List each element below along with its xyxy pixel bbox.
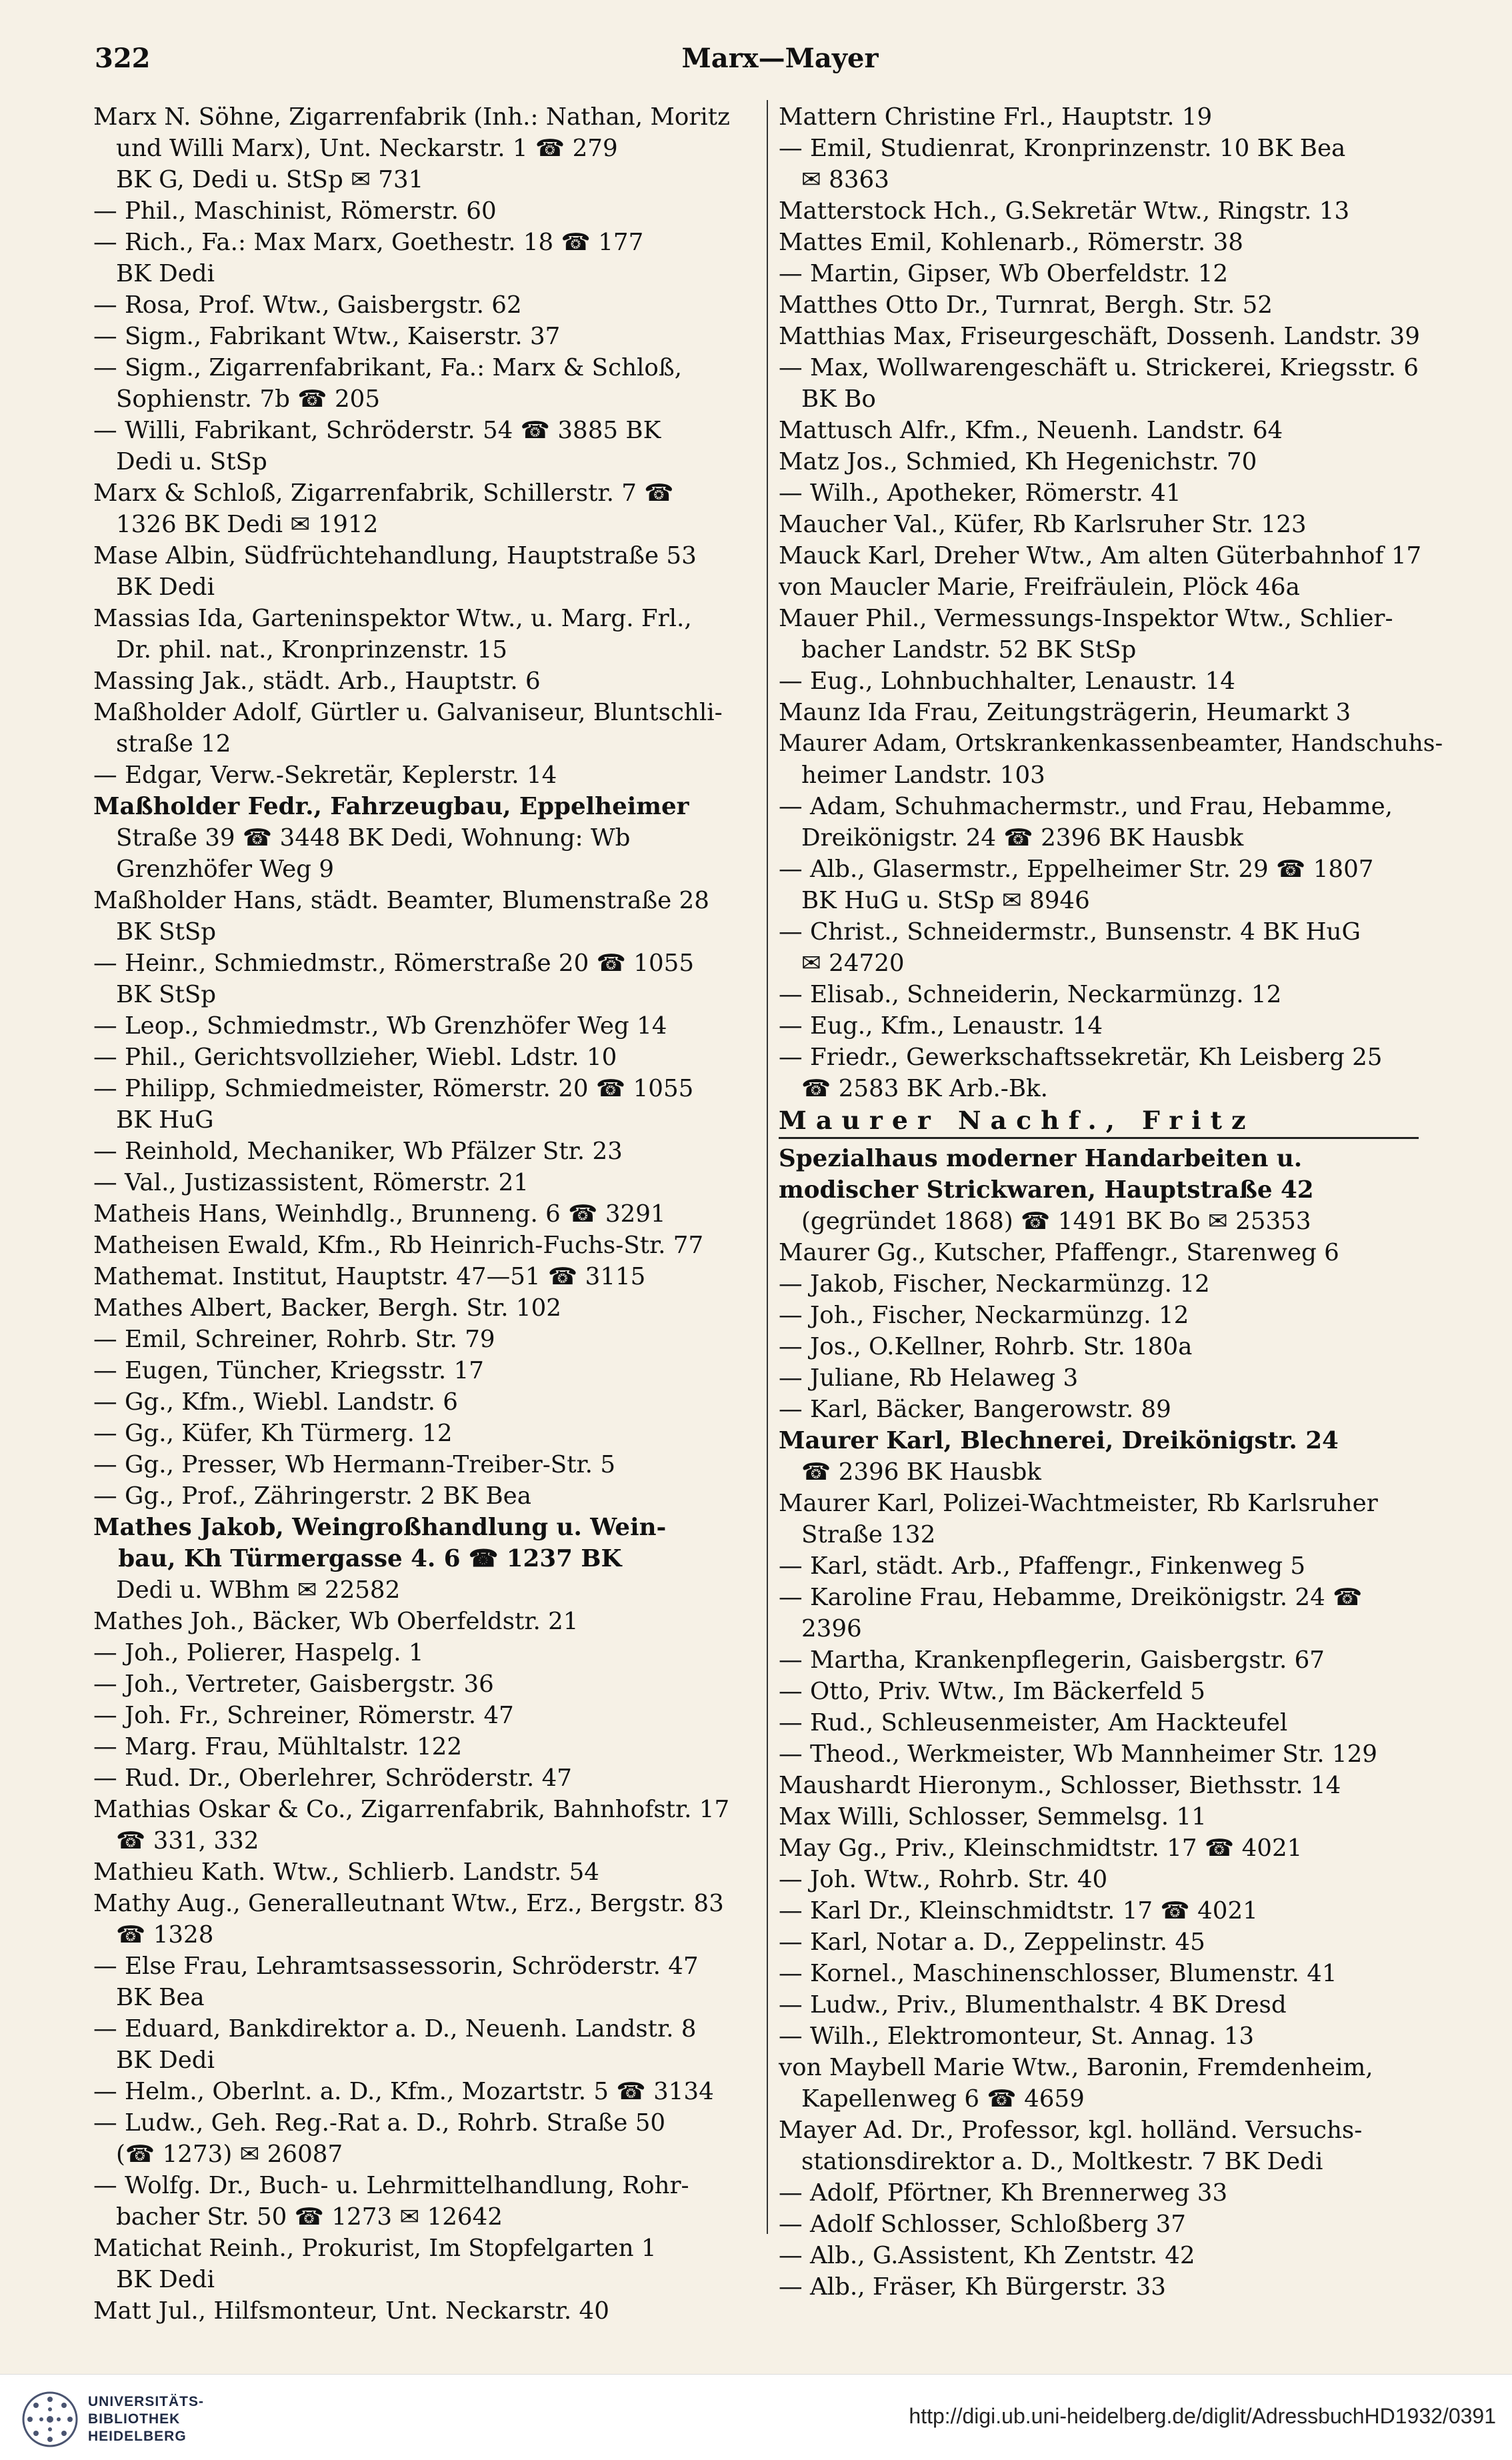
directory-entry-line: — Rud. Dr., Oberlehrer, Schröderstr. 47 bbox=[93, 1764, 572, 1792]
directory-entry-line: BK HuG u. StSp ✉ 8946 bbox=[779, 887, 1090, 914]
directory-entry-line: — Rosa, Prof. Wtw., Gaisbergstr. 62 bbox=[93, 291, 522, 319]
directory-entry-line: — Rich., Fa.: Max Marx, Goethestr. 18 ☎ 177 bbox=[93, 229, 644, 256]
directory-entry-line: — Karoline Frau, Hebamme, Dreikönigstr. 24 ☎ bbox=[779, 1584, 1363, 1611]
directory-entry-line: — Gg., Prof., Zähringerstr. 2 BK Bea bbox=[93, 1482, 532, 1510]
directory-entry-line: ☎ 331, 332 bbox=[93, 1827, 259, 1855]
directory-entry-line: — Eug., Kfm., Lenaustr. 14 bbox=[779, 1012, 1103, 1040]
directory-entry-line: Maurer Karl, Blechnerei, Dreikönigstr. 24 bbox=[779, 1427, 1339, 1454]
directory-entry-line: Maurer Adam, Ortskrankenkassenbeamter, Handschuhs- bbox=[779, 730, 1443, 757]
directory-entry-line: — Ludw., Geh. Reg.-Rat a. D., Rohrb. Straße 50 bbox=[93, 2109, 666, 2137]
directory-entry-line: Matichat Reinh., Prokurist, Im Stopfelgarten 1 bbox=[93, 2235, 657, 2262]
directory-entry-line: Maßholder Adolf, Gürtler u. Galvaniseur, Bluntschli- bbox=[93, 699, 723, 726]
directory-entry-line: Straße 39 ☎ 3448 BK Dedi, Wohnung: Wb bbox=[93, 824, 631, 852]
directory-entry-line: Grenzhöfer Weg 9 bbox=[93, 856, 335, 883]
directory-entry-line: BK Dedi bbox=[93, 260, 215, 287]
directory-entry-line: 2396 bbox=[779, 1615, 862, 1642]
directory-entry-line: BK Dedi bbox=[93, 2266, 215, 2293]
directory-entry-line: BK StSp bbox=[93, 918, 217, 946]
directory-entry-line: — Emil, Schreiner, Rohrb. Str. 79 bbox=[93, 1326, 495, 1353]
directory-entry-line: Maurer Karl, Polizei-Wachtmeister, Rb Karlsruher bbox=[779, 1490, 1378, 1517]
directory-entry-line: bau, Kh Türmergasse 4. 6 ☎ 1237 BK bbox=[93, 1545, 622, 1572]
directory-entry-line: — Philipp, Schmiedmeister, Römerstr. 20 ☎ 1055 bbox=[93, 1075, 694, 1102]
right-column bbox=[779, 101, 1445, 2301]
directory-entry-line: — Leop., Schmiedmstr., Wb Grenzhöfer Weg 14 bbox=[93, 1012, 667, 1040]
directory-entry-line: Kapellenweg 6 ☎ 4659 bbox=[779, 2085, 1085, 2113]
directory-entry-line: von Maybell Marie Wtw., Baronin, Fremdenheim, bbox=[779, 2054, 1373, 2081]
directory-entry-line: Mauck Karl, Dreher Wtw., Am alten Güterbahnhof 17 bbox=[779, 542, 1422, 569]
directory-entry-line: Maßholder Hans, städt. Beamter, Blumenstraße 28 bbox=[93, 887, 709, 914]
directory-entry-line: — Friedr., Gewerkschaftssekretär, Kh Leisberg 25 bbox=[779, 1044, 1383, 1071]
column-divider bbox=[767, 100, 768, 2234]
directory-entry-line: Matheisen Ewald, Kfm., Rb Heinrich-Fuchs-Str. 77 bbox=[93, 1232, 704, 1259]
directory-entry-line: — Eduard, Bankdirektor a. D., Neuenh. Landstr. 8 bbox=[93, 2015, 697, 2043]
directory-entry-line: (☎ 1273) ✉ 26087 bbox=[93, 2141, 343, 2168]
directory-entry-line: (gegründet 1868) ☎ 1491 BK Bo ✉ 25353 bbox=[779, 1208, 1311, 1235]
directory-entry-line: Mathes Joh., Bäcker, Wb Oberfeldstr. 21 bbox=[93, 1608, 579, 1635]
directory-entry-line: — Karl Dr., Kleinschmidtstr. 17 ☎ 4021 bbox=[779, 1897, 1258, 1925]
directory-entry-line: Massing Jak., städt. Arb., Hauptstr. 6 bbox=[93, 668, 541, 695]
directory-entry-line: — Kornel., Maschinenschlosser, Blumenstr. 41 bbox=[779, 1960, 1337, 1987]
directory-entry-line: Mase Albin, Südfrüchtehandlung, Hauptstraße 53 bbox=[93, 542, 697, 569]
footer bbox=[0, 2374, 1512, 2460]
directory-entry-line: Matz Jos., Schmied, Kh Hegenichstr. 70 bbox=[779, 448, 1257, 475]
directory-entry-line: Maushardt Hieronym., Schlosser, Biethsstr. 14 bbox=[779, 1772, 1341, 1799]
directory-entry-line: — Alb., Fräser, Kh Bürgerstr. 33 bbox=[779, 2273, 1166, 2301]
directory-entry-line: — Christ., Schneidermstr., Bunsenstr. 4 BK HuG bbox=[779, 918, 1361, 946]
directory-entry-line: Mayer Ad. Dr., Professor, kgl. holländ. Versuchs- bbox=[779, 2117, 1363, 2144]
directory-entry-line: BK StSp bbox=[93, 981, 217, 1008]
directory-entry-line: Maßholder Fedr., Fahrzeugbau, Eppelheimer bbox=[93, 793, 689, 820]
directory-entry-line: bacher Str. 50 ☎ 1273 ✉ 12642 bbox=[93, 2203, 503, 2231]
directory-entry-line: — Karl, Notar a. D., Zeppelinstr. 45 bbox=[779, 1929, 1205, 1956]
directory-entry-line: — Heinr., Schmiedmstr., Römerstraße 20 ☎ 1055 bbox=[93, 950, 695, 977]
directory-entry-line: — Sigm., Fabrikant Wtw., Kaiserstr. 37 bbox=[93, 323, 561, 350]
directory-entry-line: Massias Ida, Garteninspektor Wtw., u. Marg. Frl., bbox=[93, 605, 692, 632]
directory-entry-line: — Max, Wollwarengeschäft u. Strickerei, Kriegsstr. 6 bbox=[779, 354, 1419, 381]
directory-entry-line: — Gg., Küfer, Kh Türmerg. 12 bbox=[93, 1420, 453, 1447]
directory-entry-line: Mathieu Kath. Wtw., Schlierb. Landstr. 54 bbox=[93, 1859, 599, 1886]
directory-entry-line: ✉ 8363 bbox=[779, 166, 889, 193]
directory-entry-line: — Martha, Krankenpflegerin, Gaisbergstr. 67 bbox=[779, 1646, 1325, 1674]
directory-entry-line: — Joh. Wtw., Rohrb. Str. 40 bbox=[779, 1866, 1108, 1893]
directory-entry-line: Marx & Schloß, Zigarrenfabrik, Schillerstr. 7 ☎ bbox=[93, 479, 674, 507]
library-name-line: UNIVERSITÄTS- bbox=[88, 2394, 205, 2409]
directory-entry-line: BK G, Dedi u. StSp ✉ 731 bbox=[93, 166, 424, 193]
section-rule bbox=[779, 1137, 1419, 1139]
directory-entry-line: Maurer Gg., Kutscher, Pfaffengr., Starenweg 6 bbox=[779, 1239, 1339, 1266]
section-title: Maurer Nachf., Fritz bbox=[779, 1105, 1255, 1135]
directory-entry-line: Max Willi, Schlosser, Semmelsg. 11 bbox=[779, 1803, 1207, 1830]
directory-entry-line: — Juliane, Rb Helaweg 3 bbox=[779, 1364, 1079, 1392]
directory-entry-line: stationsdirektor a. D., Moltkestr. 7 BK Dedi bbox=[779, 2148, 1323, 2175]
directory-entry-line: — Otto, Priv. Wtw., Im Bäckerfeld 5 bbox=[779, 1678, 1205, 1705]
directory-entry-line: Maunz Ida Frau, Zeitungsträgerin, Heumarkt 3 bbox=[779, 699, 1351, 726]
directory-entry-line: straße 12 bbox=[93, 730, 231, 758]
directory-entry-line: Sophienstr. 7b ☎ 205 bbox=[93, 385, 381, 413]
directory-entry-line: — Jakob, Fischer, Neckarmünzg. 12 bbox=[779, 1270, 1210, 1298]
directory-entry-line: und Willi Marx), Unt. Neckarstr. 1 ☎ 279 bbox=[93, 135, 618, 162]
directory-entry-line: Mattes Emil, Kohlenarb., Römerstr. 38 bbox=[779, 229, 1243, 256]
directory-entry-line: Mattusch Alfr., Kfm., Neuenh. Landstr. 64 bbox=[779, 417, 1283, 444]
directory-entry-line: heimer Landstr. 103 bbox=[779, 762, 1045, 789]
directory-entry-line: — Wilh., Elektromonteur, St. Annag. 13 bbox=[779, 2023, 1255, 2050]
directory-entry-line: — Emil, Studienrat, Kronprinzenstr. 10 BK Bea bbox=[779, 135, 1346, 162]
directory-entry-line: — Karl, Bäcker, Bangerowstr. 89 bbox=[779, 1396, 1171, 1423]
directory-entry-line: — Sigm., Zigarrenfabrikant, Fa.: Marx & Schloß, bbox=[93, 354, 683, 381]
directory-entry-line: — Marg. Frau, Mühltalstr. 122 bbox=[93, 1733, 463, 1760]
directory-entry-line: — Edgar, Verw.-Sekretär, Keplerstr. 14 bbox=[93, 762, 557, 789]
directory-entry-line: — Alb., G.Assistent, Kh Zentstr. 42 bbox=[779, 2242, 1195, 2269]
directory-entry-line: 1326 BK Dedi ✉ 1912 bbox=[93, 511, 379, 538]
directory-entry-line: BK Dedi bbox=[93, 2047, 215, 2074]
directory-entry-line: modischer Strickwaren, Hauptstraße 42 bbox=[779, 1176, 1314, 1204]
directory-entry-line: BK Bea bbox=[93, 1984, 205, 2011]
university-seal-icon[interactable] bbox=[20, 2389, 80, 2449]
directory-entry-line: — Joh., Polierer, Haspelg. 1 bbox=[93, 1639, 424, 1666]
directory-entry-line: Mauer Phil., Vermessungs-Inspektor Wtw., Schlier- bbox=[779, 605, 1393, 632]
directory-entry-line: Straße 132 bbox=[779, 1521, 936, 1548]
directory-entry-line: Dreikönigstr. 24 ☎ 2396 BK Hausbk bbox=[779, 824, 1244, 852]
directory-entry-line: Mattern Christine Frl., Hauptstr. 19 bbox=[779, 103, 1213, 131]
directory-entry-line: Mathes Albert, Backer, Bergh. Str. 102 bbox=[93, 1294, 561, 1322]
directory-entry-line: Mathias Oskar & Co., Zigarrenfabrik, Bahnhofstr. 17 bbox=[93, 1796, 730, 1823]
page-number: 322 bbox=[95, 43, 151, 74]
directory-entry-line: — Wolfg. Dr., Buch- u. Lehrmittelhandlung, Rohr- bbox=[93, 2172, 689, 2199]
directory-entry-line: — Reinhold, Mechaniker, Wb Pfälzer Str. 23 bbox=[93, 1138, 623, 1165]
directory-entry-line: Dedi u. WBhm ✉ 22582 bbox=[93, 1576, 401, 1604]
source-url-link[interactable]: http://digi.ub.uni-heidelberg.de/diglit/AdressbuchHD1932/0391 bbox=[909, 2404, 1496, 2428]
directory-entry-line: Marx N. Söhne, Zigarrenfabrik (Inh.: Nathan, Moritz bbox=[93, 103, 730, 131]
directory-entry-line: — Theod., Werkmeister, Wb Mannheimer Str. 129 bbox=[779, 1740, 1377, 1768]
directory-entry-line: — Jos., O.Kellner, Rohrb. Str. 180a bbox=[779, 1333, 1193, 1360]
directory-entry-line: — Eug., Lohnbuchhalter, Lenaustr. 14 bbox=[779, 668, 1235, 695]
directory-entry-line: — Adam, Schuhmachermstr., und Frau, Hebamme, bbox=[779, 793, 1393, 820]
library-name-line: HEIDELBERG bbox=[88, 2429, 187, 2444]
directory-entry-line: — Alb., Glasermstr., Eppelheimer Str. 29 ☎ 1807 bbox=[779, 856, 1374, 883]
directory-entry-line: Matterstock Hch., G.Sekretär Wtw., Ringstr. 13 bbox=[779, 197, 1350, 225]
directory-entry-line: BK HuG bbox=[93, 1106, 214, 1134]
directory-entry-line: — Adolf, Pförtner, Kh Brennerweg 33 bbox=[779, 2179, 1228, 2207]
directory-entry-line: — Gg., Kfm., Wiebl. Landstr. 6 bbox=[93, 1388, 458, 1416]
left-column bbox=[93, 101, 760, 2325]
directory-entry-line: Matthias Max, Friseurgeschäft, Dossenh. Landstr. 39 bbox=[779, 323, 1420, 350]
directory-entry-line: ☎ 2396 BK Hausbk bbox=[779, 1458, 1041, 1486]
directory-entry-line: von Maucler Marie, Freifräulein, Plöck 46a bbox=[779, 573, 1300, 601]
directory-entry-line: — Helm., Oberlnt. a. D., Kfm., Mozartstr. 5 ☎ 3134 bbox=[93, 2078, 714, 2105]
directory-entry-line: ☎ 1328 bbox=[93, 1921, 214, 1949]
directory-entry-line: — Rud., Schleusenmeister, Am Hackteufel bbox=[779, 1709, 1288, 1736]
library-name-line: BIBLIOTHEK bbox=[88, 2411, 181, 2427]
directory-entry-line: — Willi, Fabrikant, Schröderstr. 54 ☎ 3885 BK bbox=[93, 417, 661, 444]
directory-entry-line: — Martin, Gipser, Wb Oberfeldstr. 12 bbox=[779, 260, 1229, 287]
directory-entry-line: May Gg., Priv., Kleinschmidtstr. 17 ☎ 4021 bbox=[779, 1834, 1303, 1862]
directory-entry-line: Mathes Jakob, Weingroßhandlung u. Wein- bbox=[93, 1514, 667, 1541]
directory-entry-line: Dr. phil. nat., Kronprinzenstr. 15 bbox=[93, 636, 507, 664]
directory-entry-line: — Wilh., Apotheker, Römerstr. 41 bbox=[779, 479, 1181, 507]
directory-entry-line: — Joh. Fr., Schreiner, Römerstr. 47 bbox=[93, 1702, 514, 1729]
directory-entry-line: BK Dedi bbox=[93, 573, 215, 601]
directory-entry-line: Mathemat. Institut, Hauptstr. 47—51 ☎ 3115 bbox=[93, 1263, 646, 1290]
directory-entry-line: ✉ 24720 bbox=[779, 950, 905, 977]
directory-entry-line: Dedi u. StSp bbox=[93, 448, 267, 475]
directory-entry-line: — Elisab., Schneiderin, Neckarmünzg. 12 bbox=[779, 981, 1282, 1008]
directory-entry-line: bacher Landstr. 52 BK StSp bbox=[779, 636, 1137, 664]
running-head: Marx—Mayer bbox=[681, 43, 879, 74]
directory-entry-line: — Eugen, Tüncher, Kriegsstr. 17 bbox=[93, 1357, 484, 1384]
directory-entry-line: — Ludw., Priv., Blumenthalstr. 4 BK Dresd bbox=[779, 1991, 1287, 2019]
directory-entry-line: — Joh., Fischer, Neckarmünzg. 12 bbox=[779, 1302, 1189, 1329]
directory-entry-line: Matthes Otto Dr., Turnrat, Bergh. Str. 52 bbox=[779, 291, 1273, 319]
directory-entry-line: — Gg., Presser, Wb Hermann-Treiber-Str. 5 bbox=[93, 1451, 615, 1478]
directory-entry-line: Spezialhaus moderner Handarbeiten u. bbox=[779, 1145, 1303, 1172]
directory-entry-line: — Adolf Schlosser, Schloßberg 37 bbox=[779, 2211, 1186, 2238]
directory-entry-line: — Val., Justizassistent, Römerstr. 21 bbox=[93, 1169, 529, 1196]
directory-entry-line: — Joh., Vertreter, Gaisbergstr. 36 bbox=[93, 1670, 494, 1698]
directory-entry-line: Matt Jul., Hilfsmonteur, Unt. Neckarstr. 40 bbox=[93, 2297, 609, 2325]
directory-entry-line: Matheis Hans, Weinhdlg., Brunneng. 6 ☎ 3291 bbox=[93, 1200, 666, 1228]
directory-entry-line: BK Bo bbox=[779, 385, 876, 413]
directory-entry-line: ☎ 2583 BK Arb.-Bk. bbox=[779, 1075, 1048, 1102]
directory-entry-line: — Phil., Gerichtsvollzieher, Wiebl. Ldstr. 10 bbox=[93, 1044, 617, 1071]
directory-entry-line: — Phil., Maschinist, Römerstr. 60 bbox=[93, 197, 497, 225]
directory-entry-line: Mathy Aug., Generalleutnant Wtw., Erz., Bergstr. 83 bbox=[93, 1890, 724, 1917]
library-name bbox=[88, 2393, 204, 2445]
directory-entry-line: Maucher Val., Küfer, Rb Karlsruher Str. 123 bbox=[779, 511, 1307, 538]
directory-entry-line: — Karl, städt. Arb., Pfaffengr., Finkenweg 5 bbox=[779, 1552, 1306, 1580]
directory-entry-line: — Else Frau, Lehramtsassessorin, Schröderstr. 47 bbox=[93, 1953, 699, 1980]
